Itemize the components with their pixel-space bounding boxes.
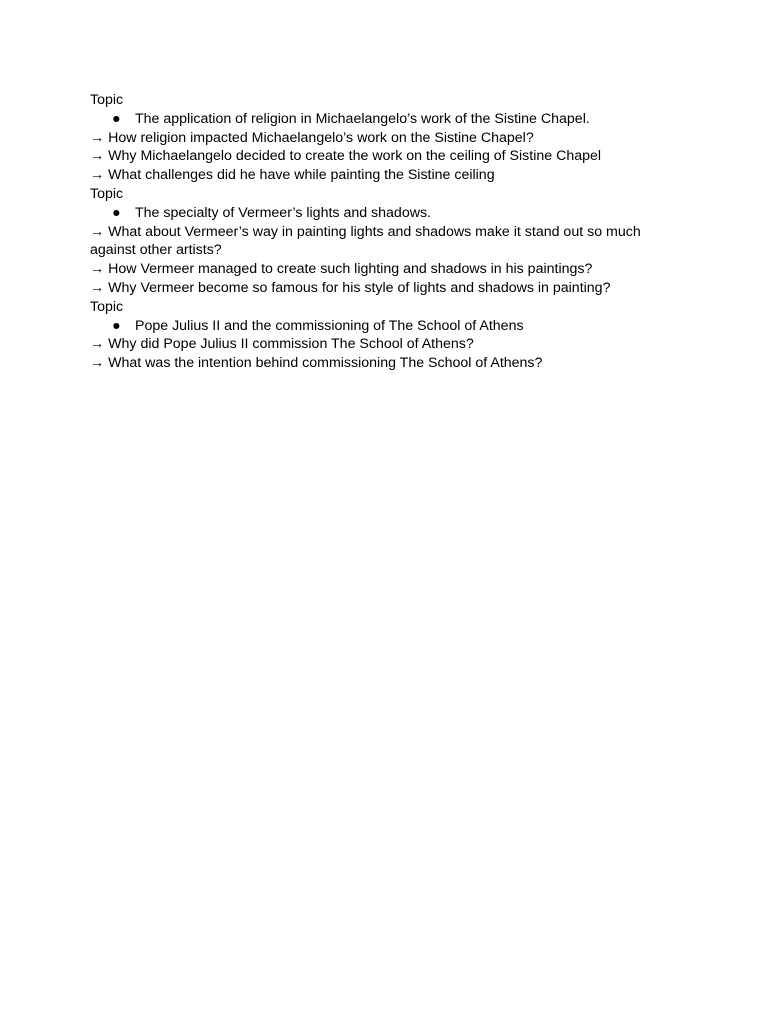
topic-bullet-text: Pope Julius II and the commissioning of The School of Athens: [135, 317, 524, 334]
topic-heading: Topic: [90, 92, 124, 108]
topic-heading: Topic: [90, 185, 124, 202]
question-line: → How Vermeer managed to create such lighting and shadows in his paintings?: [90, 261, 593, 278]
question-line: → What was the intention behind commissioning The School of Athens?: [90, 355, 543, 372]
topic-bullet: [90, 110, 690, 129]
topic-heading: Topic: [90, 298, 124, 315]
topic-bullet-text: The specialty of Vermeer’s lights and shadows.: [135, 204, 431, 221]
question-line: → Why did Pope Julius II commission The School of Athens?: [90, 336, 474, 353]
bullet-dot-icon: ●: [112, 204, 121, 221]
bullet-dot-icon: ●: [112, 110, 121, 127]
question-line: → How religion impacted Michaelangelo’s work on the Sistine Chapel?: [90, 129, 534, 146]
topic-section-2: [90, 185, 690, 298]
question-line: → What challenges did he have while painting the Sistine ceiling: [90, 167, 495, 184]
topic-bullet-text: The application of religion in Michaelangelo’s work of the Sistine Chapel.: [135, 110, 590, 127]
question-line: → What about Vermeer’s way in painting lights and shadows make it stand out so much against other artists?: [90, 223, 641, 259]
bullet-dot-icon: ●: [112, 317, 121, 334]
question-line: → Why Vermeer become so famous for his style of lights and shadows in painting?: [90, 279, 611, 296]
topic-bullet: [90, 204, 690, 223]
document-page: [90, 91, 690, 373]
question-line: → Why Michaelangelo decided to create the work on the ceiling of Sistine Chapel: [90, 148, 602, 165]
topic-bullet: [90, 317, 690, 336]
topic-section-1: [90, 91, 690, 185]
topic-section-3: [90, 298, 690, 373]
